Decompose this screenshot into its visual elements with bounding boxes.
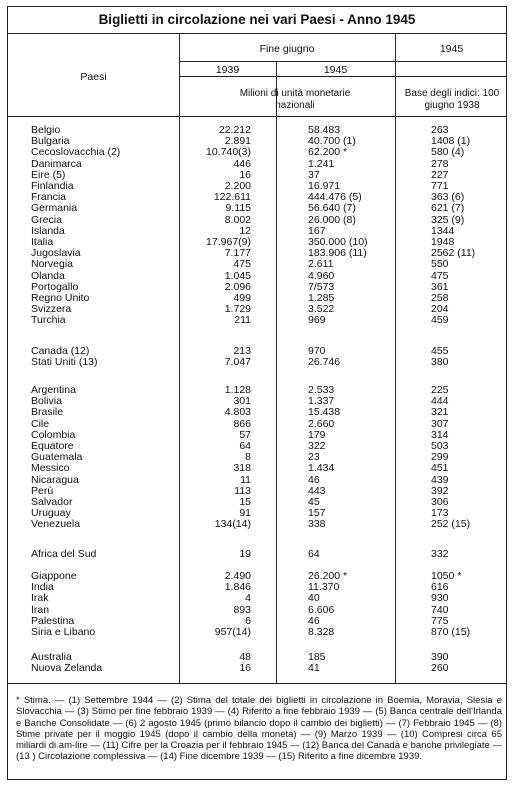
index-1945: 2562 (11) [431, 247, 476, 260]
value-1945: 26.000 (8) [308, 213, 356, 226]
index-1945: 314 [431, 428, 449, 441]
value-1945: 4.960 [308, 269, 335, 282]
country-name: Bolivia [31, 395, 62, 408]
index-1945: 439 [431, 473, 449, 486]
col-rule-3 [395, 33, 396, 683]
header-year-1945-index: 1945 [439, 43, 464, 55]
country-name: Nuova Zelanda [31, 662, 103, 675]
header-bottom-rule [8, 116, 506, 117]
value-1945: 157 [308, 507, 326, 520]
value-1945: 58.483 [308, 124, 341, 136]
value-1939: 91 [239, 507, 251, 520]
value-1939: 15 [239, 496, 251, 508]
value-1939: 10.740(3) [206, 146, 251, 159]
header-rule-2 [179, 76, 507, 77]
country-name: Finlandia [31, 180, 74, 192]
index-1945: 299 [431, 451, 449, 464]
index-1945: 1408 (1) [431, 135, 471, 148]
index-1945: 307 [431, 417, 449, 430]
index-1945: 392 [431, 484, 449, 497]
index-1945: 225 [431, 384, 449, 396]
country-name: Danimarca [31, 157, 82, 170]
header-year-1945: 1945 [323, 64, 348, 76]
index-1945: 252 (15) [431, 518, 471, 531]
header-paesi: Paesi [80, 71, 107, 83]
value-1939: 893 [233, 603, 251, 616]
country-name: Australia [31, 651, 72, 663]
value-1945: 26.200 * [308, 570, 348, 582]
value-1945: 167 [308, 224, 326, 237]
country-name: Africa del Sud [31, 548, 97, 560]
value-1939: 211 [234, 314, 251, 327]
value-1939: 301 [233, 395, 251, 408]
header-rule-1 [179, 61, 507, 62]
country-name: Stati Uniti (13) [31, 356, 98, 369]
country-name: Palestina [31, 614, 75, 627]
country-name: Giappone [31, 570, 77, 582]
index-1945: 580 (4) [431, 146, 465, 159]
index-1945: 227 [431, 168, 449, 181]
country-name: Portogallo [31, 280, 79, 293]
value-1945: 185 [308, 651, 326, 663]
value-1939: 16 [239, 662, 251, 675]
value-1945: 11.370 [308, 581, 340, 594]
index-1945: 263 [431, 124, 449, 136]
index-1945: 321 [431, 406, 449, 419]
value-1939: 8 [245, 451, 251, 464]
table-frame [7, 6, 507, 780]
index-1945: 258 [431, 292, 449, 304]
value-1939: 11 [240, 473, 251, 486]
index-1945: 775 [431, 614, 449, 627]
value-1945: 8.328 [308, 626, 335, 638]
country-name: Eire (5) [31, 168, 66, 181]
value-1939: 16 [239, 168, 251, 181]
country-name: Argentina [31, 384, 76, 396]
country-name: Francia [31, 191, 67, 204]
country-name: Svizzera [31, 303, 72, 316]
country-name: Cile [31, 417, 50, 430]
index-1945: 444 [431, 395, 449, 408]
value-1939: 12 [239, 224, 251, 237]
index-1945: 475 [431, 269, 449, 282]
index-1945: 451 [431, 462, 449, 475]
country-name: Salvador [31, 496, 73, 508]
index-1945: 1050 * [431, 570, 462, 582]
value-1945: 64 [308, 548, 320, 560]
value-1945: 23 [308, 451, 320, 464]
value-1945: 6.606 [308, 603, 335, 616]
value-1939: 318 [233, 462, 251, 475]
value-1945: 1.434 [308, 462, 335, 475]
value-1945: 40.700 (1) [308, 135, 356, 148]
value-1945: 179 [308, 428, 326, 441]
value-1939: 213 [233, 345, 251, 357]
value-1939: 2.096 [224, 280, 251, 293]
value-1945: 16.971 [308, 180, 341, 192]
value-1939: 1.846 [224, 581, 251, 594]
index-1945: 363 (6) [431, 191, 465, 204]
value-1945: 444.476 (5) [308, 191, 362, 204]
country-name: Belgio [31, 124, 61, 136]
header-fine-giugno: Fine giugno [259, 43, 315, 55]
country-name: Regno Unito [31, 292, 90, 304]
value-1939: 1.729 [224, 303, 251, 316]
country-name: Perù [31, 484, 54, 497]
value-1939: 122.611 [213, 191, 251, 204]
country-name: Grecia [31, 213, 62, 226]
country-name: Equatore [31, 440, 74, 452]
index-1945: 390 [431, 651, 449, 663]
index-1945: 306 [431, 496, 449, 508]
country-name: Irak [31, 592, 49, 605]
value-1945: 7/573 [308, 280, 335, 293]
value-1945: 40 [308, 592, 320, 605]
value-1939: 9.115 [225, 202, 251, 215]
value-1939: 48 [239, 651, 251, 663]
value-1939: 6 [245, 614, 251, 627]
value-1939: 7.047 [224, 356, 251, 369]
value-1945: 46 [308, 473, 320, 486]
value-1939: 1.045 [224, 269, 251, 282]
index-1945: 621 (7) [431, 202, 465, 215]
value-1945: 56.640 (7) [308, 202, 356, 215]
value-1939: 866 [233, 417, 251, 430]
value-1945: 2.533 [308, 384, 335, 396]
value-1945: 970 [308, 345, 326, 357]
index-1945: 740 [431, 603, 449, 616]
value-1939: 957(14) [214, 626, 251, 638]
index-1945: 380 [431, 356, 449, 369]
value-1939: 1.128 [224, 384, 251, 396]
country-name: Cecoslovacchia (2) [31, 146, 121, 159]
country-name: India [31, 581, 54, 594]
index-1945: 616 [431, 581, 449, 594]
value-1945: 41 [308, 662, 320, 675]
value-1939: 17.967(9) [206, 236, 251, 248]
value-1939: 2.200 [224, 180, 251, 192]
value-1939: 446 [233, 157, 251, 170]
value-1939: 475 [233, 258, 251, 271]
index-1945: 204 [431, 303, 449, 316]
value-1939: 8.002 [224, 213, 251, 226]
country-name: Bulgaria [31, 135, 70, 148]
value-1939: 2.891 [224, 135, 251, 148]
value-1939: 7.177 [224, 247, 251, 260]
country-name: Iran [31, 603, 50, 616]
country-name: Italia [31, 236, 54, 248]
country-name: Brasile [31, 406, 64, 419]
value-1939: 4 [245, 592, 251, 605]
index-1945: 771 [431, 180, 449, 192]
country-name: Venezuela [31, 518, 81, 531]
value-1945: 2.611 [308, 258, 334, 271]
value-1945: 37 [308, 168, 320, 181]
header-year-1939: 1939 [215, 64, 240, 76]
country-name: Norvegia [31, 258, 74, 271]
country-name: Colombia [31, 428, 76, 441]
index-1945: 503 [431, 440, 449, 452]
index-1945: 332 [431, 548, 449, 560]
index-1945: 550 [431, 258, 449, 271]
table-title: Biglietti in circolazione nei vari Paesi - Anno 1945 [8, 7, 506, 34]
value-1945: 322 [308, 440, 326, 452]
index-1945: 455 [431, 345, 449, 357]
value-1945: 46 [308, 614, 320, 627]
value-1945: 45 [308, 496, 320, 508]
index-1945: 325 (9) [431, 213, 465, 226]
index-1945: 278 [431, 157, 449, 170]
value-1939: 113 [234, 484, 251, 497]
col-rule-2 [276, 61, 277, 683]
index-1945: 1344 [431, 224, 455, 237]
value-1945: 1.241 [308, 157, 335, 170]
value-1945: 969 [308, 314, 326, 327]
country-name: Uruguay [31, 507, 71, 520]
index-1945: 173 [431, 507, 449, 520]
value-1939: 64 [239, 440, 251, 452]
country-name: Guatemala [31, 451, 83, 464]
value-1939: 2.490 [224, 570, 251, 582]
value-1945: 1.285 [308, 292, 335, 304]
value-1945: 443 [308, 484, 326, 497]
country-name: Messico [31, 462, 70, 475]
value-1945: 26.746 [308, 356, 341, 369]
index-1945: 459 [431, 314, 449, 327]
header-unit: Milioni di unità monetarie nazionali [239, 88, 351, 111]
footnotes: * Stima. — (1) Settembre 1944 — (2) Stima del totale dei biglietti in circolazione in Boemia, Moravia, Slesia e Slovacchia — (3) Stimo per fine febbraio 1939 — (4) Riferito a fine febbraio 1939 — (5) Banca centrale dell'Irlanda e Banche Consolidate — (6) 2 agosto 1945 (primo bilancio dopo il cambio dei biglietti) — (7) Febbraio 1945 — (8) Stime private per il moggio 1945 (dopo il cambio della moneta) — (9) Marzo 1939 — (10) Compresi circa 65 miliardi di am-lire — (11) Cifre per la Croazia per il febbraio 1945 — (12) Banca del Canadà e banche privilegiate — (13 ) Circolazione complessiva — (14) Fine dicembre 1939 — (15) Riferito a fine dicembre 1939. [16, 695, 502, 763]
value-1945: 1.337 [308, 395, 335, 408]
country-name: Nicaragua [31, 473, 79, 486]
value-1939: 4.803 [224, 406, 251, 419]
value-1939: 134(14) [214, 518, 251, 531]
value-1945: 2.660 [308, 417, 335, 430]
value-1939: 57 [239, 428, 251, 441]
index-1945: 870 (15) [431, 626, 471, 638]
value-1945: 338 [308, 518, 326, 531]
value-1939: 499 [233, 292, 251, 304]
value-1945: 62.200 * [308, 146, 348, 159]
value-1945: 183.906 (11) [308, 247, 367, 260]
country-name: Jugoslavia [31, 247, 81, 260]
value-1945: 350.000 (10) [308, 236, 368, 248]
country-name: Siria e Libano [31, 626, 96, 638]
header-index-base: Base degli indici: 100 giugno 1938 [404, 88, 500, 111]
value-1945: 3.522 [308, 303, 335, 316]
index-1945: 1948 [431, 236, 455, 248]
country-name: Turchia [31, 314, 66, 327]
country-name: Germania [31, 202, 78, 215]
country-name: Olanda [31, 269, 65, 282]
index-1945: 930 [431, 592, 449, 605]
value-1945: 15.438 [308, 406, 341, 419]
country-name: Islanda [31, 224, 65, 237]
notes-rule [8, 683, 506, 684]
value-1939: 22.212 [218, 124, 251, 136]
index-1945: 260 [431, 662, 449, 675]
index-1945: 361 [431, 280, 449, 293]
value-1939: 19 [239, 548, 251, 560]
country-name: Canada (12) [31, 345, 90, 357]
